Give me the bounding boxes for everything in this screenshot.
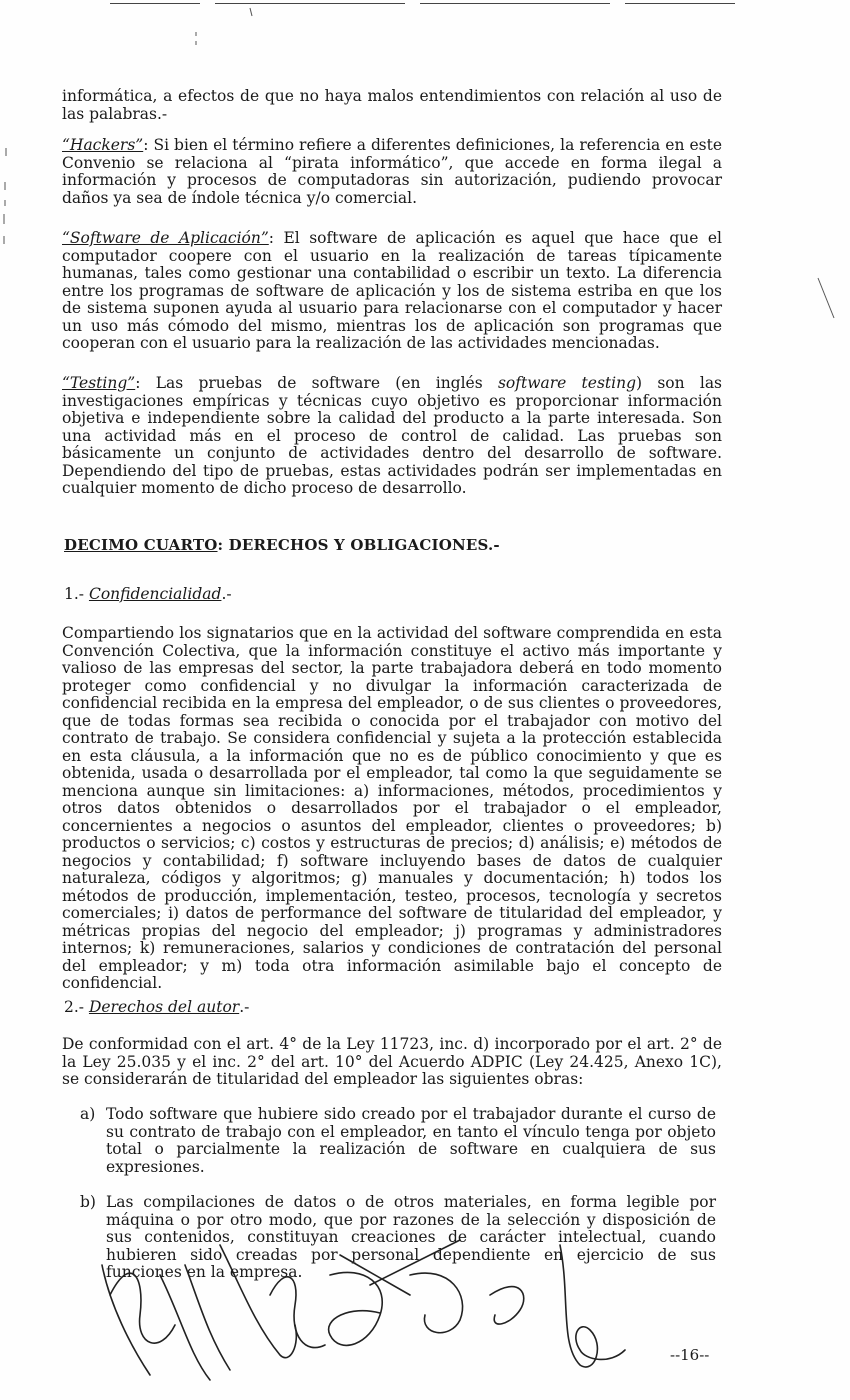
term-software-aplicacion: “Software de Aplicación” bbox=[62, 229, 269, 247]
definition-software-aplicacion: “Software de Aplicación”: El software de aplicación es aquel que hace que el computador coopere con el usuario en la realización de tareas típicamente humanas, tales como gestionar una contabilidad o escribir un texto. La diferencia entre los programas de software de aplicación y los de sistema estriba en que los de sistema suponen ayuda al usuario para relacionarse con el computador y hacer un uso más cómodo del mismo, mientras los de aplicación son programas que cooperan con el usuario para la realización de las actividades mencionadas. bbox=[62, 229, 723, 352]
handwritten-signatures bbox=[90, 1235, 650, 1385]
section-heading: DECIMO CUARTO: DERECHOS Y OBLIGACIONES.- bbox=[64, 536, 500, 554]
definition-testing: “Testing”: Las pruebas de software (en inglés software testing) son las investigaciones empíricas y técnicas cuyo objetivo es proporcionar información objetiva e independiente sobre la calidad del producto a la parte interesada. Son una actividad más en el proceso de control de calidad. Las pruebas son básicamente un conjunto de actividades dentro del desarrollo de software. Dependiendo del tipo de pruebas, estas actividades podrán ser implementadas en cualquier momento de dicho proceso de desarrollo. bbox=[62, 374, 723, 497]
subheading-confidencialidad: 1.- Confidencialidad.- bbox=[64, 585, 232, 603]
term-testing: “Testing” bbox=[62, 374, 136, 392]
list-item: a) Todo software que hubiere sido creado por el trabajador durante el curso de su contrato de trabajo con el empleador, en tanto el vínculo tenga por objeto total o parcialmente la realización de software en cualquiera de sus expresiones. bbox=[80, 1105, 716, 1176]
list-item: b) Las compilaciones de datos o de otros materiales, en forma legible por máquina o por otro modo, que por razones de la selección y disposición de sus contenidos, constituyan creaciones de carácter intelectual, cuando hubieren sido creadas por personal dependiente en ejercicio de sus funciones en la empresa. bbox=[80, 1193, 716, 1281]
page-number: --16-- bbox=[670, 1346, 710, 1364]
intro-paragraph: informática, a efectos de que no haya malos entendimientos con relación al uso de las palabras.- bbox=[62, 87, 722, 123]
term-hackers: “Hackers” bbox=[62, 136, 144, 154]
subheading-derechos-autor: 2.- Derechos del autor.- bbox=[64, 998, 250, 1016]
confidencialidad-paragraph: Compartiendo los signatarios que en la actividad del software comprendida en esta Convención Colectiva, que la información constituye el activo más importante y valioso de las empresas del sector, la parte trabajadora deberá en todo momento proteger como confidencial y no divulgar la información caracterizada de confidencial recibida en la empresa del empleador, o de sus clientes o proveedores, que de todas formas sea recibida o conocida por el trabajador con motivo del contrato de trabajo. Se considera confidencial y sujeta a la protección establecida en esta cláusula, a la información que no es de público conocimiento y que es obtenida, usada o desarrollada por el empleador, tal como la que seguidamente se menciona aunque sin limitaciones: a) informaciones, métodos, procedimientos y otros datos obtenidos o desarrollados por el trabajador o el empleador, concernientes a negocios o asuntos del empleador, clientes o proveedores; b) productos o servicios; c) costos y estructuras de precios; d) análisis; e) métodos de negocios y contabilidad; f) software incluyendo bases de datos de cualquier naturaleza, códigos y algoritmos; g) manuales y documentación; h) todos los métodos de producción, implementación, testeo, procesos, tecnología y secretos comerciales; i) datos de performance del software de titularidad del empleador, y métricas propias del negocio del empleador; j) programas y administradores internos; k) remuneraciones, salarios y condiciones de contratación del personal del empleador; y m) toda otra información asimilable bajo el concepto de confidencial. bbox=[62, 624, 722, 992]
definition-hackers: “Hackers”: Si bien el término refiere a diferentes definiciones, la referencia en este Convenio se relaciona al “pirata informático”, que accede en forma ilegal a información y procesos de computadoras sin autorización, pudiendo provocar daños ya sea de índole técnica y/o comercial. bbox=[62, 136, 722, 207]
derechos-autor-paragraph: De conformidad con el art. 4° de la Ley 11723, inc. d) incorporado por el art. 2° de la Ley 25.035 y el inc. 2° del art. 10° del Acuerdo ADPIC (Ley 24.425, Anexo 1C), se considerarán de titularidad del empleador las siguientes obras: bbox=[62, 1035, 722, 1088]
